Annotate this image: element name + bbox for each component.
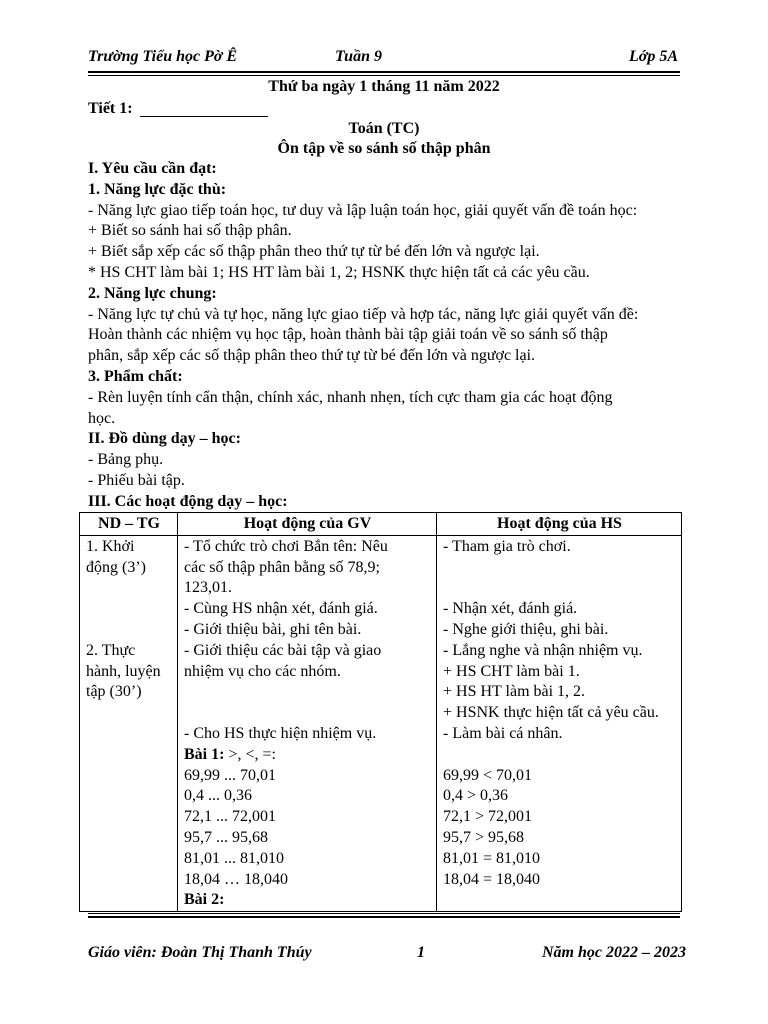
- content-time-line: [86, 578, 172, 599]
- section-heading: 3. Phẩm chất:: [88, 367, 183, 385]
- body-line: - Bảng phụ.: [88, 451, 164, 469]
- student-activity-line: 95,7 > 95,68: [443, 828, 525, 846]
- page-number: 1: [417, 944, 425, 961]
- student-activity-line: [443, 745, 676, 766]
- teacher-activity-line: 123,01.: [184, 579, 232, 597]
- student-activity-line: - Làm bài cá nhân.: [443, 724, 563, 742]
- section-heading: 2. Năng lực chung:: [88, 284, 217, 302]
- teacher-activity-line: - Giới thiệu các bài tập và giao: [184, 641, 382, 659]
- footer-year: Năm học 2022 – 2023: [542, 944, 686, 961]
- teacher-activity-line: [184, 682, 431, 703]
- header-rule: [88, 71, 680, 73]
- section-heading: I. Yêu cầu cần đạt:: [88, 160, 217, 177]
- exercise-label: Bài 1:: [184, 745, 225, 763]
- student-activity-line: 81,01 = 81,010: [443, 849, 541, 867]
- teacher-activity-line: 18,04 … 18,040: [184, 870, 288, 888]
- student-activity-line: - Nhận xét, đánh giá.: [443, 600, 578, 618]
- student-activity-line: - Lắng nghe và nhận nhiệm vụ.: [443, 641, 643, 659]
- period-label: [88, 98, 133, 119]
- body-line: phân, sắp xếp các số thập phân theo thứ tự từ bé đến lớn và ngược lại.: [88, 347, 536, 365]
- col-header-teacher: Hoạt động của GV: [178, 513, 437, 536]
- teacher-activity-line: các số thập phân bằng số 78,9;: [184, 558, 380, 576]
- teacher-activity-line: 95,7 ... 95,68: [184, 828, 268, 846]
- body-line: Hoàn thành các nhiệm vụ học tập, hoàn thành bài tập giải toán về so sánh số thập: [88, 326, 608, 344]
- date-line: Thứ ba ngày 1 tháng 11 năm 2022: [268, 78, 500, 95]
- body-line: + Biết so sánh hai số thập phân.: [88, 222, 292, 240]
- student-activity-line: + HS CHT làm bài 1.: [443, 662, 580, 680]
- body-line: - Năng lực tự chủ và tự học, năng lực giao tiếp và hợp tác, năng lực giải quyết vấn đề:: [88, 305, 639, 323]
- student-activity-line: 18,04 = 18,040: [443, 870, 541, 888]
- teacher-activity-line: 72,1 ... 72,001: [184, 808, 276, 826]
- header-school: Trường Tiểu học Pờ Ê: [88, 48, 238, 65]
- page-header: [88, 48, 678, 70]
- student-activity-line: 72,1 > 72,001: [443, 808, 533, 826]
- lesson-body: [88, 159, 688, 513]
- content-time-line: [86, 599, 172, 620]
- table-header-row: [80, 513, 682, 536]
- student-activity-line: [443, 890, 676, 911]
- student-activity-line: 0,4 > 0,36: [443, 787, 509, 805]
- content-time-line: động (3’): [86, 558, 146, 576]
- teacher-activity-line: [184, 745, 431, 766]
- content-time-line: 2. Thực: [86, 641, 136, 659]
- header-class: Lớp 5A: [628, 48, 678, 65]
- cell-content-time: [80, 535, 178, 911]
- teacher-activity-line: 69,99 ... 70,01: [184, 766, 276, 784]
- content-time-line: 1. Khởi: [86, 537, 135, 555]
- student-activity-line: + HSNK thực hiện tất cả yêu cầu.: [443, 704, 659, 722]
- content-time-line: tập (30’): [86, 683, 142, 701]
- student-activity-line: 69,99 < 70,01: [443, 766, 533, 784]
- teacher-activity-line: - Tổ chức trò chơi Bắn tên: Nêu: [184, 537, 388, 555]
- teacher-activity-line: 81,01 ... 81,010: [184, 849, 284, 867]
- body-line: - Phiếu bài tập.: [88, 471, 185, 489]
- section-heading: III. Các hoạt động dạy – học:: [88, 492, 288, 510]
- teacher-activity-line: Bài 2:: [184, 891, 225, 909]
- section-heading: II. Đồ dùng dạy – học:: [88, 430, 241, 448]
- footer-teacher: Giáo viên: Đoàn Thị Thanh Thúy: [88, 944, 312, 961]
- student-activity-line: + HS HT làm bài 1, 2.: [443, 683, 586, 701]
- teacher-activity-line: nhiệm vụ cho các nhóm.: [184, 662, 341, 680]
- header-week: Tuần 9: [335, 48, 382, 65]
- body-line: - Rèn luyện tính cẩn thận, chính xác, nhanh nhẹn, tích cực tham gia các hoạt động: [88, 388, 613, 406]
- teacher-activity-line: - Giới thiệu bài, ghi tên bài.: [184, 620, 362, 638]
- teacher-activity-line: - Cùng HS nhận xét, đánh giá.: [184, 600, 378, 618]
- period-text: Tiết 1:: [88, 100, 133, 117]
- col-header-student: Hoạt động của HS: [437, 513, 682, 536]
- student-activity-line: [443, 578, 676, 599]
- content-time-line: hành, luyện: [86, 662, 161, 680]
- teacher-activity-line: - Cho HS thực hiện nhiệm vụ.: [184, 724, 377, 742]
- teacher-activity-line: [184, 703, 431, 724]
- page-footer: [88, 944, 686, 966]
- col-header-content-time: ND – TG: [80, 513, 178, 536]
- student-activity-line: - Nghe giới thiệu, ghi bài.: [443, 620, 609, 638]
- activities-table: [79, 512, 682, 912]
- exercise-instruction: >, <, =:: [224, 745, 276, 763]
- cell-teacher-activity: [178, 535, 437, 911]
- footer-rule: [88, 916, 680, 918]
- period-blank-line: [140, 116, 268, 117]
- content-time-line: [86, 620, 172, 641]
- body-line: - Năng lực giao tiếp toán học, tư duy và lập luận toán học, giải quyết vấn đề toán học:: [88, 201, 638, 219]
- student-activity-line: - Tham gia trò chơi.: [443, 537, 571, 555]
- lesson-title: Ôn tập về so sánh số thập phân: [277, 140, 491, 157]
- body-line: học.: [88, 409, 116, 427]
- cell-student-activity: [437, 535, 682, 911]
- subject-title: Toán (TC): [348, 120, 420, 137]
- section-heading: 1. Năng lực đặc thù:: [88, 180, 227, 198]
- table-row: [80, 535, 682, 911]
- teacher-activity-line: 0,4 ... 0,36: [184, 787, 252, 805]
- body-line: + Biết sắp xếp các số thập phân theo thứ tự từ bé đến lớn và ngược lại.: [88, 243, 540, 261]
- body-line: * HS CHT làm bài 1; HS HT làm bài 1, 2; HSNK thực hiện tất cả các yêu cầu.: [88, 263, 590, 281]
- student-activity-line: [443, 558, 676, 579]
- footer-rule-thin: [88, 913, 680, 914]
